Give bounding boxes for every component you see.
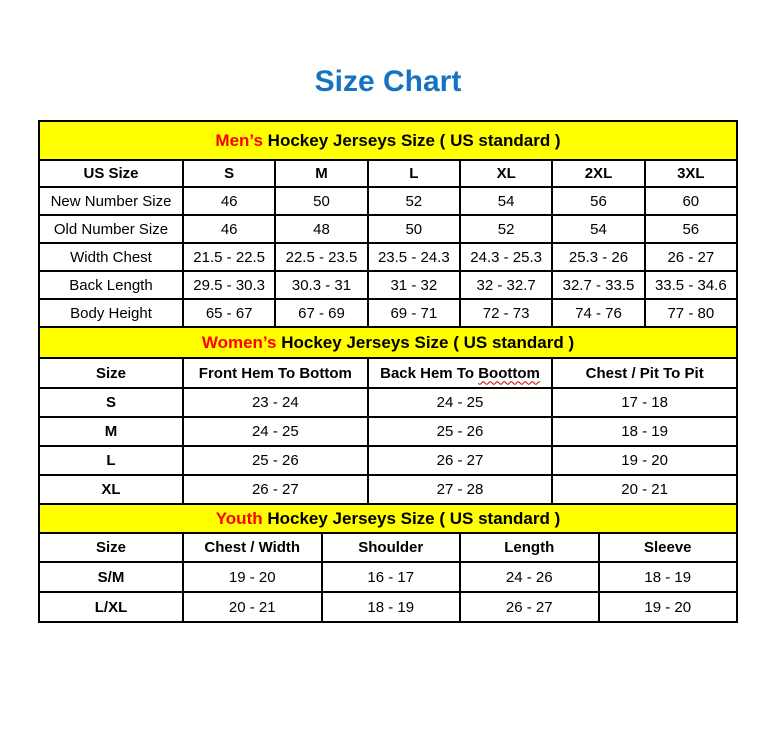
table-cell: 24 - 26: [460, 562, 599, 592]
table-cell: 19 - 20: [599, 592, 738, 622]
table-row: [39, 215, 737, 243]
table-cell: 20 - 21: [183, 592, 322, 622]
column-header: Front Hem To Bottom: [183, 358, 368, 388]
table-cell: 77 - 80: [645, 299, 737, 327]
womens-size-table: [38, 326, 738, 505]
womens-header-row: [39, 358, 737, 388]
womens-banner-row: [39, 327, 737, 358]
table-row: [39, 592, 737, 622]
column-header: L: [368, 160, 460, 187]
mens-size-table: [38, 120, 738, 328]
table-cell: 48: [275, 215, 367, 243]
table-cell: 19 - 20: [183, 562, 322, 592]
table-cell: 26 - 27: [645, 243, 737, 271]
table-cell: 32 - 32.7: [460, 271, 552, 299]
table-cell: 18 - 19: [322, 592, 461, 622]
table-row: [39, 243, 737, 271]
column-header: Length: [460, 533, 599, 562]
mens-banner: [39, 121, 737, 160]
table-cell: 67 - 69: [275, 299, 367, 327]
table-cell: 23.5 - 24.3: [368, 243, 460, 271]
row-label: S/M: [39, 562, 183, 592]
table-cell: 26 - 27: [460, 592, 599, 622]
column-header: Chest / Pit To Pit: [552, 358, 737, 388]
table-cell: 26 - 27: [183, 475, 368, 504]
womens-banner-text: Hockey Jerseys Size ( US standard ): [276, 332, 575, 352]
mens-banner-highlight: Men’s: [215, 130, 263, 150]
table-cell: 25.3 - 26: [552, 243, 644, 271]
table-cell: 21.5 - 22.5: [183, 243, 275, 271]
table-cell: 24 - 25: [368, 388, 553, 417]
column-header: Chest / Width: [183, 533, 322, 562]
page-title: Size Chart: [314, 65, 462, 98]
table-cell: 30.3 - 31: [275, 271, 367, 299]
table-row: [39, 388, 737, 417]
table-row: [39, 187, 737, 215]
table-cell: 65 - 67: [183, 299, 275, 327]
column-header: Shoulder: [322, 533, 461, 562]
youth-size-table: [38, 503, 738, 623]
table-row: [39, 446, 737, 475]
table-cell: 60: [645, 187, 737, 215]
table-cell: 46: [183, 215, 275, 243]
row-label: S: [39, 388, 183, 417]
column-header: US Size: [39, 160, 183, 187]
column-header: Size: [39, 533, 183, 562]
table-cell: 18 - 19: [552, 417, 737, 446]
row-label: New Number Size: [39, 187, 183, 215]
table-cell: 31 - 32: [368, 271, 460, 299]
table-cell: 26 - 27: [368, 446, 553, 475]
row-label: XL: [39, 475, 183, 504]
table-cell: 52: [460, 215, 552, 243]
youth-banner: [39, 504, 737, 533]
table-cell: 18 - 19: [599, 562, 738, 592]
table-cell: 25 - 26: [183, 446, 368, 475]
table-cell: 74 - 76: [552, 299, 644, 327]
table-cell: 27 - 28: [368, 475, 553, 504]
table-cell: 52: [368, 187, 460, 215]
table-cell: 23 - 24: [183, 388, 368, 417]
row-label: Width Chest: [39, 243, 183, 271]
table-row: [39, 475, 737, 504]
table-cell: 17 - 18: [552, 388, 737, 417]
table-cell: 50: [368, 215, 460, 243]
table-cell: 29.5 - 30.3: [183, 271, 275, 299]
table-cell: 50: [275, 187, 367, 215]
row-label: Body Height: [39, 299, 183, 327]
column-header: Sleeve: [599, 533, 738, 562]
youth-banner-highlight: Youth: [215, 508, 263, 528]
size-chart-page: [0, 64, 776, 623]
misspelled-word: Boottom: [478, 364, 540, 382]
mens-banner-row: [39, 121, 737, 160]
column-header: S: [183, 160, 275, 187]
column-header: XL: [460, 160, 552, 187]
womens-banner: [39, 327, 737, 358]
table-cell: 22.5 - 23.5: [275, 243, 367, 271]
row-label: L/XL: [39, 592, 183, 622]
table-row: [39, 299, 737, 327]
table-cell: 56: [645, 215, 737, 243]
row-label: L: [39, 446, 183, 475]
column-header: Back Hem To Boottom: [368, 358, 553, 388]
table-cell: 46: [183, 187, 275, 215]
table-cell: 16 - 17: [322, 562, 461, 592]
table-cell: 54: [552, 215, 644, 243]
table-row: [39, 562, 737, 592]
table-cell: 72 - 73: [460, 299, 552, 327]
mens-header-row: [39, 160, 737, 187]
youth-banner-text: Hockey Jerseys Size ( US standard ): [262, 508, 561, 528]
table-cell: 54: [460, 187, 552, 215]
column-header: 3XL: [645, 160, 737, 187]
table-row: [39, 271, 737, 299]
size-tables-container: [38, 120, 738, 623]
youth-banner-row: [39, 504, 737, 533]
table-cell: 25 - 26: [368, 417, 553, 446]
table-cell: 32.7 - 33.5: [552, 271, 644, 299]
row-label: M: [39, 417, 183, 446]
table-row: [39, 417, 737, 446]
column-header: M: [275, 160, 367, 187]
column-header: 2XL: [552, 160, 644, 187]
womens-banner-highlight: Women’s: [201, 332, 277, 352]
youth-header-row: [39, 533, 737, 562]
mens-banner-text: Hockey Jerseys Size ( US standard ): [262, 130, 561, 150]
table-cell: 24.3 - 25.3: [460, 243, 552, 271]
table-cell: 24 - 25: [183, 417, 368, 446]
row-label: Back Length: [39, 271, 183, 299]
table-cell: 20 - 21: [552, 475, 737, 504]
table-cell: 33.5 - 34.6: [645, 271, 737, 299]
column-header: Size: [39, 358, 183, 388]
table-cell: 69 - 71: [368, 299, 460, 327]
row-label: Old Number Size: [39, 215, 183, 243]
table-cell: 19 - 20: [552, 446, 737, 475]
table-cell: 56: [552, 187, 644, 215]
